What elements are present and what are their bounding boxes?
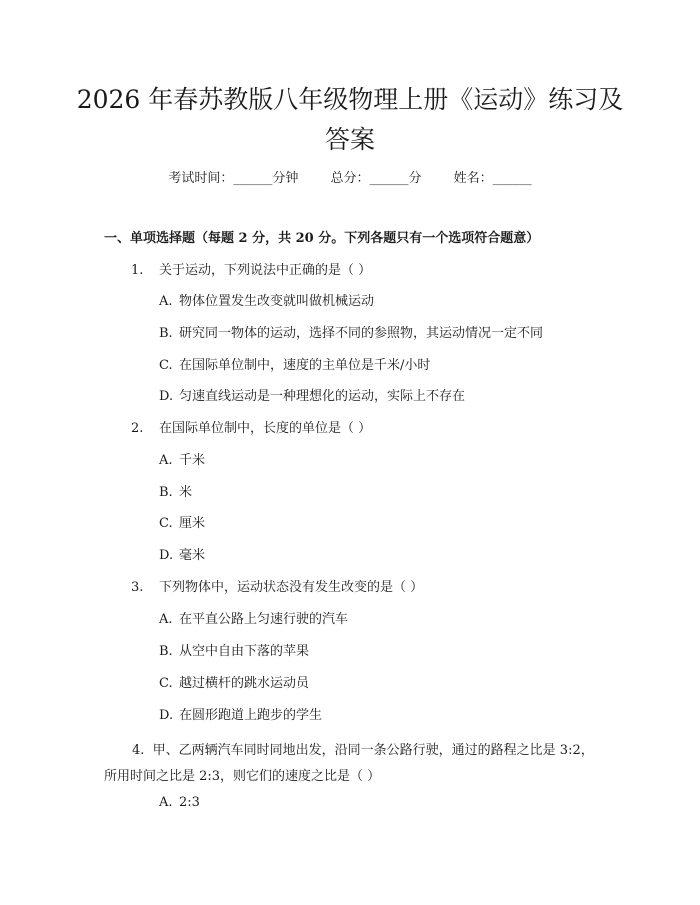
q4-option-a: A. 2:3: [159, 795, 200, 810]
q1-option-a: A. 物体位置发生改变就叫做机械运动: [159, 294, 375, 309]
page-title: 2026 年春苏教版八年级物理上册《运动》练习及答案: [76, 85, 624, 154]
question-number: 1.: [131, 263, 144, 278]
question-number: 2.: [131, 421, 144, 436]
question-text: 甲、乙两辆汽车同时同地出发，沿同一条公路行驶，通过的路程之比是 3:2，所用时间之比是 2:3，则它们的速度之比是（ ）: [104, 743, 594, 784]
question-text: 在国际单位制中，长度的单位是（ ）: [159, 421, 372, 436]
question-4: [104, 738, 604, 790]
q1-option-b: B. 研究同一物体的运动，选择不同的参照物，其运动情况一定不同: [159, 326, 544, 341]
question-number: 4.: [132, 743, 145, 758]
q1-option-c: C. 在国际单位制中，速度的主单位是千米/小时: [159, 358, 431, 373]
q1-option-d: D. 匀速直线运动是一种理想化的运动，实际上不存在: [159, 389, 466, 404]
q2-option-a: A. 千米: [159, 453, 206, 468]
student-name: 姓名：______: [453, 171, 532, 186]
question-2: [131, 419, 371, 439]
q2-option-b: B. 米: [159, 485, 193, 500]
exam-meta: [0, 169, 700, 189]
question-1: [131, 261, 371, 281]
q3-option-c: C. 越过横杆的跳水运动员: [159, 676, 310, 691]
q2-option-d: D. 毫米: [159, 548, 206, 563]
question-text: 关于运动，下列说法中正确的是（ ）: [159, 263, 372, 278]
total-score: 总分：______分: [330, 171, 422, 186]
question-3: [131, 578, 423, 598]
exam-time: 考试时间：______分钟: [168, 171, 299, 186]
q3-option-d: D. 在圆形跑道上跑步的学生: [159, 708, 323, 723]
question-text: 下列物体中，运动状态没有发生改变的是（ ）: [159, 580, 424, 595]
q3-option-a: A. 在平直公路上匀速行驶的汽车: [159, 612, 349, 627]
q3-option-b: B. 从空中自由下落的苹果: [159, 644, 310, 659]
q2-option-c: C. 厘米: [159, 516, 206, 531]
section-heading: 一、单项选择题（每题 2 分，共 20 分。下列各题只有一个选项符合题意）: [104, 231, 540, 246]
question-number: 3.: [131, 580, 144, 595]
